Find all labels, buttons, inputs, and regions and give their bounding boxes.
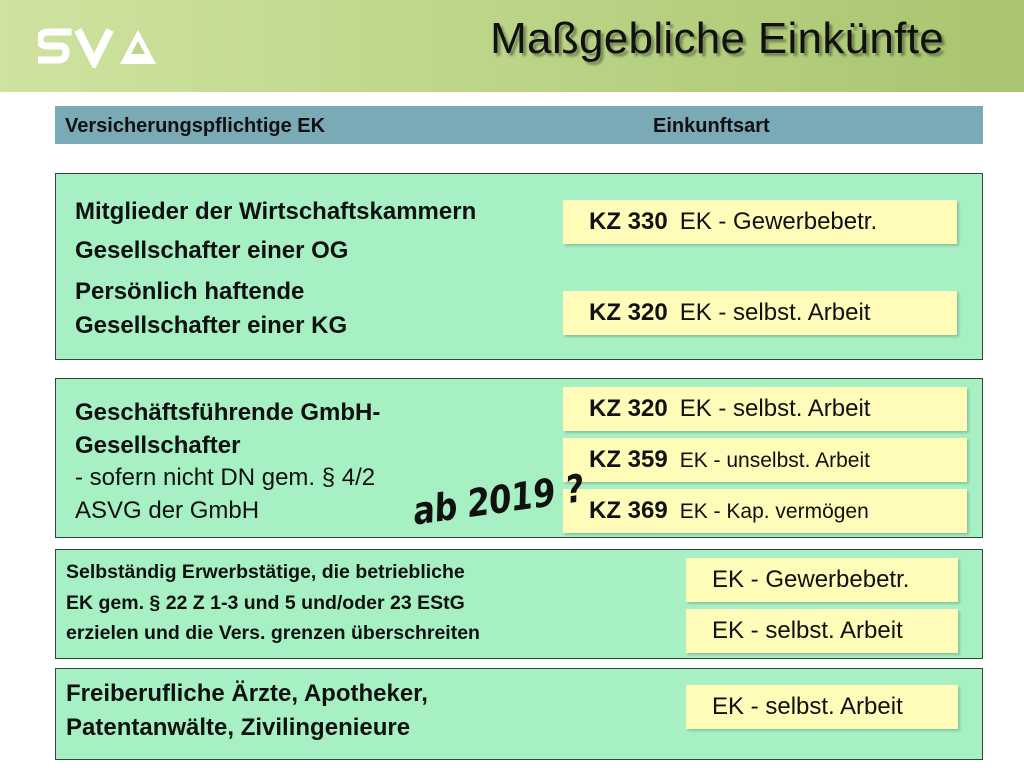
panel-self-employed xyxy=(55,549,983,659)
income-label: EK - Gewerbebetr. xyxy=(712,566,910,593)
panel3-line3: erzielen und die Vers. grenzen überschreiten xyxy=(66,622,480,644)
header-insured-income: Versicherungspflichtige EK xyxy=(65,115,326,137)
income-type-box xyxy=(686,609,958,653)
panel1-line4: Gesellschafter einer KG xyxy=(75,312,348,339)
income-code: KZ 330 xyxy=(589,208,668,235)
panel2-line4: ASVG der GmbH xyxy=(75,497,260,524)
panel-liberal-professions xyxy=(55,668,983,760)
panel1-line1: Mitglieder der Wirtschaftskammern xyxy=(75,198,477,225)
panel2-line2: Gesellschafter xyxy=(75,432,241,459)
panel3-line2: EK gem. § 22 Z 1-3 und 5 und/oder 23 EStG xyxy=(66,592,465,614)
income-label: EK - selbst. Arbeit xyxy=(679,395,871,422)
income-code-box xyxy=(563,489,967,533)
income-code: KZ 369 xyxy=(589,497,668,524)
income-label: EK - Gewerbebetr. xyxy=(679,208,878,235)
panel1-line3: Persönlich haftende xyxy=(75,278,305,305)
income-code-box xyxy=(563,291,957,335)
income-type-box xyxy=(686,685,958,729)
slide-title: Maßgebliche Einkünfte xyxy=(490,14,944,63)
income-code: KZ 320 xyxy=(589,395,668,422)
income-code-box xyxy=(563,438,967,482)
panel3-line1: Selbständig Erwerbstätige, die betriebliche xyxy=(66,561,465,583)
panel2-line3: - sofern nicht DN gem. § 4/2 xyxy=(75,464,376,491)
income-code-box xyxy=(563,200,957,244)
panel4-line1: Freiberufliche Ärzte, Apotheker, xyxy=(66,680,428,707)
income-label: EK - Kap. vermögen xyxy=(679,500,869,523)
panel1-line2: Gesellschafter einer OG xyxy=(75,237,349,264)
income-label: EK - selbst. Arbeit xyxy=(679,299,871,326)
income-code-box xyxy=(563,387,967,431)
panel-chamber-members xyxy=(55,173,983,360)
income-code: KZ 320 xyxy=(589,299,668,326)
income-label: EK - unselbst. Arbeit xyxy=(679,449,870,472)
panel4-line2: Patentanwälte, Zivilingenieure xyxy=(66,714,411,741)
income-label: EK - selbst. Arbeit xyxy=(712,693,903,720)
column-header-bar xyxy=(55,106,983,144)
annotation-ab-2019: ab 2019 ? xyxy=(410,466,587,534)
top-banner xyxy=(0,0,1024,92)
sva-logo xyxy=(38,24,178,68)
panel2-line1: Geschäftsführende GmbH- xyxy=(75,399,381,426)
header-income-type: Einkunftsart xyxy=(653,115,770,137)
income-code: KZ 359 xyxy=(589,446,668,473)
income-label: EK - selbst. Arbeit xyxy=(712,617,903,644)
income-type-box xyxy=(686,558,958,602)
